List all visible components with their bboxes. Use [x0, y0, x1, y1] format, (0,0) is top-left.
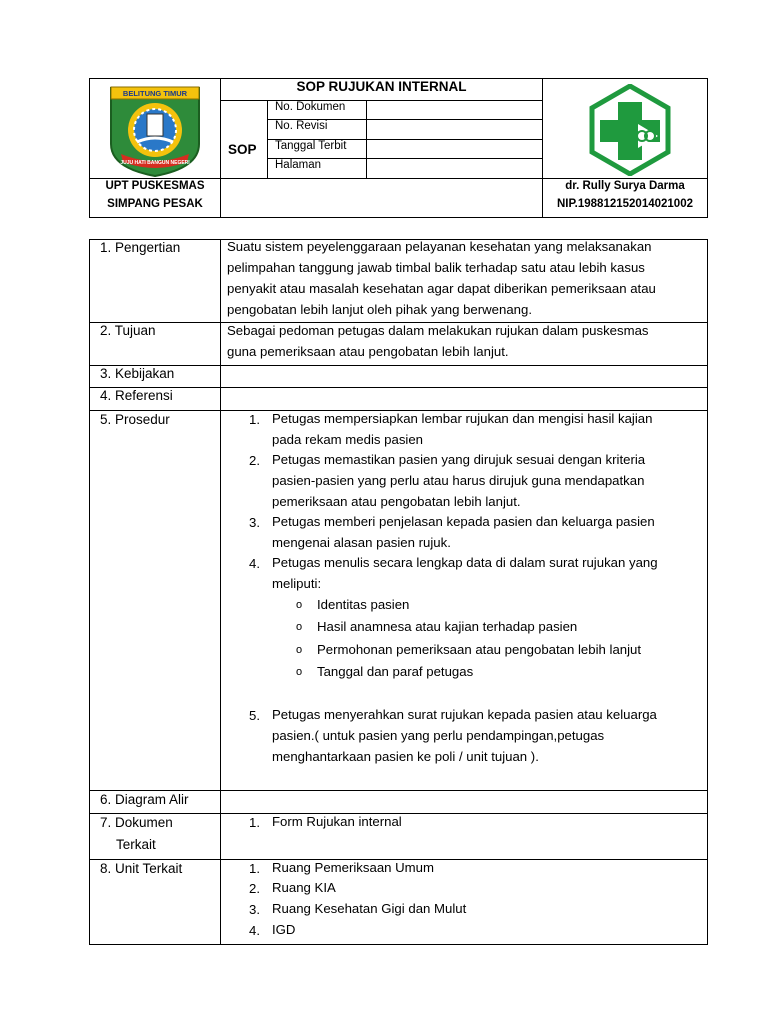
tujuan-line: guna pemeriksaan atau pengobatan lebih lanjut. — [227, 344, 509, 359]
label-referensi: 4. Referensi — [100, 388, 173, 403]
logo-bottom-text: JUJU HATI BANGUN NEGERI — [120, 160, 190, 166]
belitung-timur-logo — [107, 84, 203, 178]
prosedur-number: 4. — [249, 556, 260, 571]
prosedur-number: 3. — [249, 515, 260, 530]
sop-label: SOP — [228, 142, 257, 157]
prosedur-line: Petugas menyerahkan surat rujukan kepada pasien atau keluarga — [272, 707, 657, 722]
prosedur-line: Petugas menulis secara lengkap data di dalam surat rujukan yang — [272, 555, 658, 570]
prosedur-line: menghantarkaan pasien ke poli / unit tujuan ). — [272, 749, 539, 764]
prosedur-number: 1. — [249, 412, 260, 427]
unit-item: IGD — [272, 922, 296, 937]
prosedur-line: meliputi: — [272, 576, 322, 591]
prosedur-number: 2. — [249, 453, 260, 468]
sub-item: Hasil anamnesa atau kajian terhadap pasien — [317, 619, 578, 634]
tujuan-line: Sebagai pedoman petugas dalam melakukan rujukan dalam puskesmas — [227, 323, 649, 338]
unit-number: 2. — [249, 881, 260, 896]
prosedur-line: Petugas memastikan pasien yang dirujuk sesuai dengan kriteria — [272, 452, 646, 467]
unit-item: Ruang Pemeriksaan Umum — [272, 860, 434, 875]
prosedur-line: pada rekam medis pasien — [272, 432, 424, 447]
prosedur-line: Petugas memberi penjelasan kepada pasien dan keluarga pasien — [272, 514, 655, 529]
bullet-marker: o — [296, 621, 303, 633]
label-unit-terkait: 8. Unit Terkait — [100, 861, 183, 876]
pengertian-line: Suatu sistem peyelenggaraan pelayanan kesehatan yang melaksanakan — [227, 239, 652, 254]
label-tujuan: 2. Tujuan — [100, 323, 156, 338]
label-kebijakan: 3. Kebijakan — [100, 366, 175, 381]
unit-number: 3. — [249, 902, 260, 917]
field-no-revisi: No. Revisi — [275, 120, 328, 132]
field-halaman: Halaman — [275, 159, 322, 171]
prosedur-line: Petugas mempersiapkan lembar rujukan dan mengisi hasil kajian — [272, 411, 653, 426]
sub-item: Permohonan pemeriksaan atau pengobatan lebih lanjut — [317, 642, 642, 657]
dokumen-item: Form Rujukan internal — [272, 814, 402, 829]
puskesmas-logo — [584, 84, 676, 176]
field-tanggal-terbit: Tanggal Terbit — [275, 140, 347, 152]
pengertian-line: pelimpahan tanggung jawab timbal balik terhadap satu atau lebih kasus — [227, 260, 645, 275]
logo-top-text: BELITUNG TIMUR — [122, 89, 188, 98]
field-no-dokumen: No. Dokumen — [275, 101, 346, 113]
label-diagram-alir: 6. Diagram Alir — [100, 792, 189, 807]
label-dokumen-terkait-2: Terkait — [116, 837, 156, 852]
unit-item: Ruang KIA — [272, 880, 336, 895]
pengertian-line: penyakit atau masalah kesehatan agar dapat diberikan pemeriksaan atau — [227, 281, 656, 296]
bullet-marker: o — [296, 666, 303, 678]
pengertian-line: pengobatan lebih lanjut oleh pihak yang berwenang. — [227, 302, 533, 317]
signer-nip: NIP.198812152014021002 — [556, 198, 693, 210]
signer-name: dr. Rully Surya Darma — [565, 180, 685, 192]
prosedur-line: pasien-pasien yang perlu atau harus dirujuk guna mendapatkan — [272, 473, 645, 488]
sop-title: SOP RUJUKAN INTERNAL — [296, 79, 467, 94]
org-name-line2: SIMPANG PESAK — [107, 198, 203, 210]
label-prosedur: 5. Prosedur — [100, 412, 170, 427]
prosedur-line: pasien.( untuk pasien yang perlu pendampingan,petugas — [272, 728, 605, 743]
label-dokumen-terkait-1: 7. Dokumen — [100, 815, 173, 830]
prosedur-line: pemeriksaan atau pengobatan lebih lanjut. — [272, 494, 521, 509]
prosedur-line: mengenai alasan pasien rujuk. — [272, 535, 451, 550]
unit-number: 4. — [249, 923, 260, 938]
dokumen-number: 1. — [249, 815, 260, 830]
bullet-marker: o — [296, 599, 303, 611]
prosedur-number: 5. — [249, 708, 260, 723]
org-name-line1: UPT PUSKESMAS — [105, 180, 205, 192]
sub-item: Tanggal dan paraf petugas — [317, 664, 474, 679]
unit-number: 1. — [249, 861, 260, 876]
bullet-marker: o — [296, 644, 303, 656]
unit-item: Ruang Kesehatan Gigi dan Mulut — [272, 901, 467, 916]
sub-item: Identitas pasien — [317, 597, 410, 612]
label-pengertian: 1. Pengertian — [100, 240, 181, 255]
